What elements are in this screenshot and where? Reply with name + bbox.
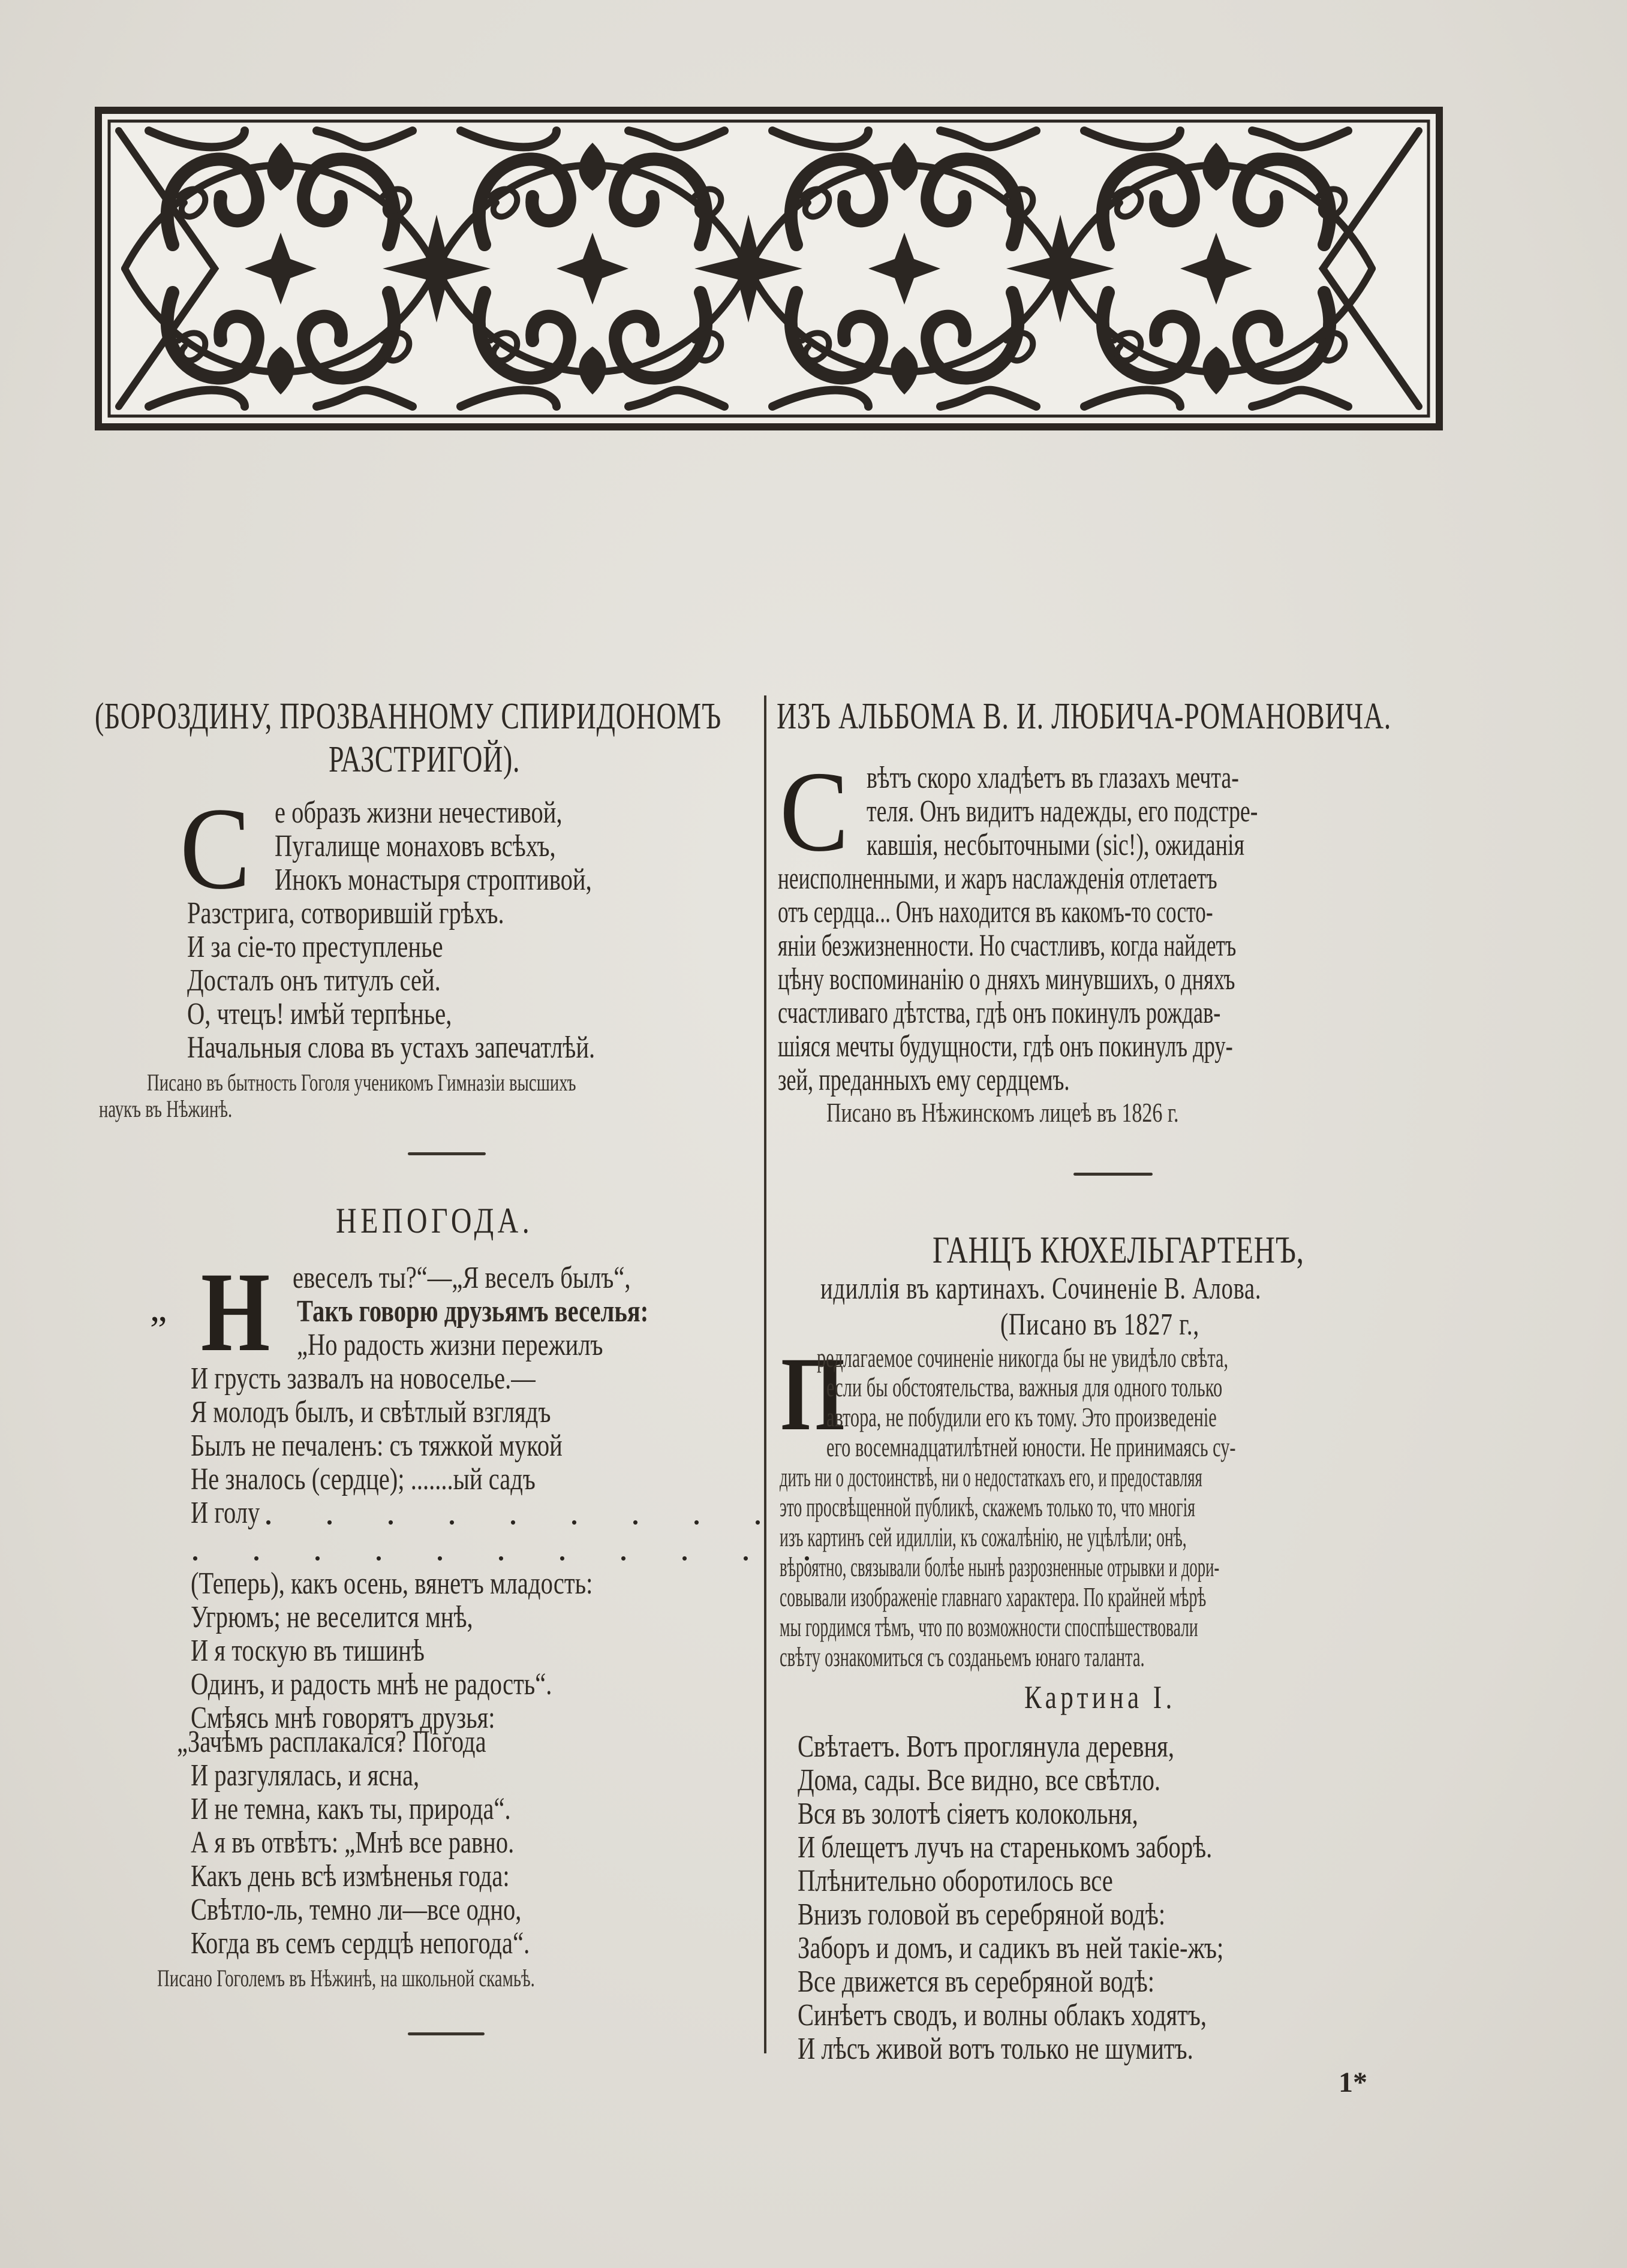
- poem-line: И не темна, какъ ты, природа“.: [191, 1792, 511, 1826]
- poem-note-line1: Писано въ бытность Гоголя ученикомъ Гимназіи высшихъ: [147, 1069, 576, 1096]
- prose-line: цѣну воспоминанію о дняхъ минувшихъ, о дняхъ: [778, 962, 1235, 996]
- section-separator: [1073, 1173, 1153, 1176]
- poem-line: Такъ говорю друзьямъ веселья:: [297, 1294, 649, 1329]
- dropcap-letter: С: [180, 784, 251, 914]
- verse-line: И лѣсъ живой вотъ только не шумитъ.: [798, 2032, 1193, 2066]
- poem-line: Былъ не печаленъ: съ тяжкой мукой: [191, 1429, 563, 1463]
- arabesque-ornament-icon: [95, 107, 1443, 430]
- poem-line: „Зачѣмъ расплакался? Погода: [177, 1725, 486, 1759]
- column-divider: [764, 695, 766, 2053]
- prose-line: изъ картинъ сей идилліи, къ сожалѣнію, не уцѣлѣли; онѣ,: [780, 1522, 1187, 1552]
- dropcap-letter: С: [780, 748, 849, 875]
- prose-line: совывали изображеніе главнаго характера. По крайней мѣрѣ: [780, 1582, 1207, 1612]
- poem-line: Какъ день всѣ измѣненья года:: [191, 1859, 510, 1893]
- poem-line: Свѣтло-ль, темно ли—все одно,: [191, 1893, 522, 1927]
- verse-line: Заборъ и домъ, и садикъ въ ней такіе-жъ;: [798, 1931, 1224, 1965]
- poem-line: А я въ отвѣтъ: „Мнѣ все равно.: [191, 1826, 515, 1860]
- prose-line: неисполненными, и жаръ наслажденія отлетаетъ: [778, 862, 1217, 896]
- verse-line: Все движется въ серебряной водѣ:: [798, 1965, 1155, 1999]
- verse-line: Синѣетъ сводъ, и волны облакъ ходятъ,: [798, 1998, 1207, 2032]
- work-date: (Писано въ 1827 г.,: [1000, 1308, 1200, 1342]
- poem-line: Одинъ, и радость мнѣ не радость“.: [191, 1667, 552, 1701]
- poem-line: е образъ жизни нечестивой,: [275, 796, 563, 830]
- quote-mark: „: [150, 1287, 167, 1329]
- dropcap-letter: П: [781, 1336, 845, 1453]
- prose-line: это просвѣщенной публикѣ, скажемъ только то, что многія: [780, 1492, 1195, 1522]
- section-title: Картина I.: [1024, 1679, 1176, 1715]
- poem-line: Начальныя слова въ устахъ запечатлѣй.: [187, 1031, 596, 1065]
- poem-line: О, чтецъ! имѣй терпѣнье,: [187, 997, 452, 1031]
- poem-line: Когда въ семъ сердцѣ непогода“.: [191, 1926, 530, 1960]
- verse-line: Свѣтаетъ. Вотъ проглянула деревня,: [798, 1730, 1174, 1764]
- work-title: ГАНЦЪ КЮХЕЛЬГАРТЕНЪ,: [933, 1228, 1304, 1271]
- prose-line: дить ни о достоинствѣ, ни о недостаткахъ его, и предоставляя: [780, 1462, 1202, 1492]
- prose-line: мы гордимся тѣмъ, что по возможности споспѣшествовали: [780, 1612, 1198, 1642]
- section-separator: [408, 1152, 486, 1155]
- prose-line: вѣтъ скоро хладѣетъ въ глазахъ мечта-: [867, 761, 1239, 795]
- ellipsis-row: . . . . . . . . .: [264, 1492, 784, 1532]
- poem-note-line2: наукъ въ Нѣжинѣ.: [99, 1095, 233, 1122]
- dropcap-letter: Н: [201, 1249, 270, 1375]
- verse-line: Вся въ золотѣ сіяетъ колокольня,: [798, 1797, 1138, 1831]
- poem-line: Инокъ монастыря строптивой,: [275, 863, 592, 897]
- poem-line: Разстрига, сотворившій грѣхъ.: [187, 896, 504, 930]
- prose-line: отъ сердца... Онъ находится въ какомъ-то состо-: [778, 895, 1213, 929]
- poem-line: Угрюмъ; не веселится мнѣ,: [191, 1600, 473, 1634]
- prose-line: редлагаемое сочиненіе никогда бы не увидѣло свѣта,: [817, 1342, 1229, 1373]
- prose-line: теля. Онъ видитъ надежды, его подстре-: [867, 794, 1258, 829]
- prose-line: автора, не побудили его къ тому. Это произведеніе: [826, 1402, 1217, 1432]
- poem-line: (Теперь), какъ осень, вянетъ младость:: [191, 1567, 593, 1601]
- verse-line: Внизъ головой въ серебряной водѣ:: [798, 1897, 1166, 1932]
- prose-line: кавшія, несбыточными (sic!), ожиданія: [867, 828, 1245, 862]
- prose-line: зей, преданныхъ ему сердцемъ.: [778, 1063, 1070, 1097]
- prose-line: счастливаго дѣтства, гдѣ онъ покинулъ рождав-: [778, 996, 1221, 1030]
- poem-line: И разгулялась, и ясна,: [191, 1758, 420, 1793]
- poem-title: НЕПОГОДА.: [336, 1201, 534, 1240]
- album-title: ИЗЪ АЛЬБОМА В. И. ЛЮБИЧА-РОМАНОВИЧА.: [777, 696, 1391, 737]
- section-separator: [408, 2032, 485, 2035]
- poem-line: евеселъ ты?“—„Я веселъ былъ“,: [293, 1261, 631, 1295]
- poem-line: Пугалище монаховъ всѣхъ,: [275, 829, 556, 863]
- prose-line: если бы обстоятельства, важныя для одного только: [826, 1372, 1223, 1402]
- ellipsis-row: . . . . . . . . . . .: [191, 1528, 833, 1568]
- prose-line: свѣту ознакомиться съ созданьемъ юнаго таланта.: [780, 1641, 1145, 1672]
- verse-line: И блещетъ лучъ на старенькомъ заборѣ.: [798, 1830, 1213, 1865]
- poem-line: И я тоскую въ тишинѣ: [191, 1634, 425, 1668]
- prose-line: вѣроятно, связывали болѣе нынѣ разрозненные отрывки и дори-: [780, 1552, 1220, 1582]
- poem-line: Смѣясь мнѣ говорятъ друзья:: [191, 1701, 495, 1735]
- prose-line: яніи безжизненности. Но счастливъ, когда найдетъ: [778, 929, 1237, 963]
- verse-line: Дома, сады. Все видно, все свѣтло.: [798, 1763, 1161, 1797]
- poem-line: Я молодъ былъ, и свѣтлый взглядъ: [191, 1395, 551, 1429]
- poem-line: И голу: [191, 1496, 260, 1530]
- work-subtitle: идиллія въ картинахъ. Сочиненіе В. Алова.: [820, 1272, 1262, 1306]
- album-note: Писано въ Нѣжинскомъ лицеѣ въ 1826 г.: [826, 1097, 1179, 1128]
- poem-note: Писано Гоголемъ въ Нѣжинѣ, на школьной скамьѣ.: [157, 1965, 535, 1992]
- prose-line: шіяся мечты будущности, гдѣ онъ покинулъ дру-: [778, 1029, 1233, 1064]
- poem-title-line1: (БОРОЗДИНУ, ПРОЗВАННОМУ СПИРИДОНОМЪ: [95, 696, 721, 737]
- page-number: 1*: [1339, 2067, 1367, 2098]
- poem-line: Досталъ онъ титулъ сей.: [187, 963, 441, 998]
- poem-line: Не зналось (сердце); .......ый садъ: [191, 1462, 536, 1496]
- poem-line: И грусть зазвалъ на новоселье.—: [191, 1362, 536, 1396]
- poem-title-line2: РАЗСТРИГОЙ).: [329, 739, 521, 780]
- poem-line: „Но радость жизни пережилъ: [297, 1328, 603, 1362]
- prose-line: его восемнадцатилѣтней юности. Не принимаясь су-: [826, 1432, 1236, 1462]
- verse-line: Плѣнительно оборотилось все: [798, 1864, 1113, 1898]
- poem-line: И за сіе-то преступленье: [187, 930, 443, 964]
